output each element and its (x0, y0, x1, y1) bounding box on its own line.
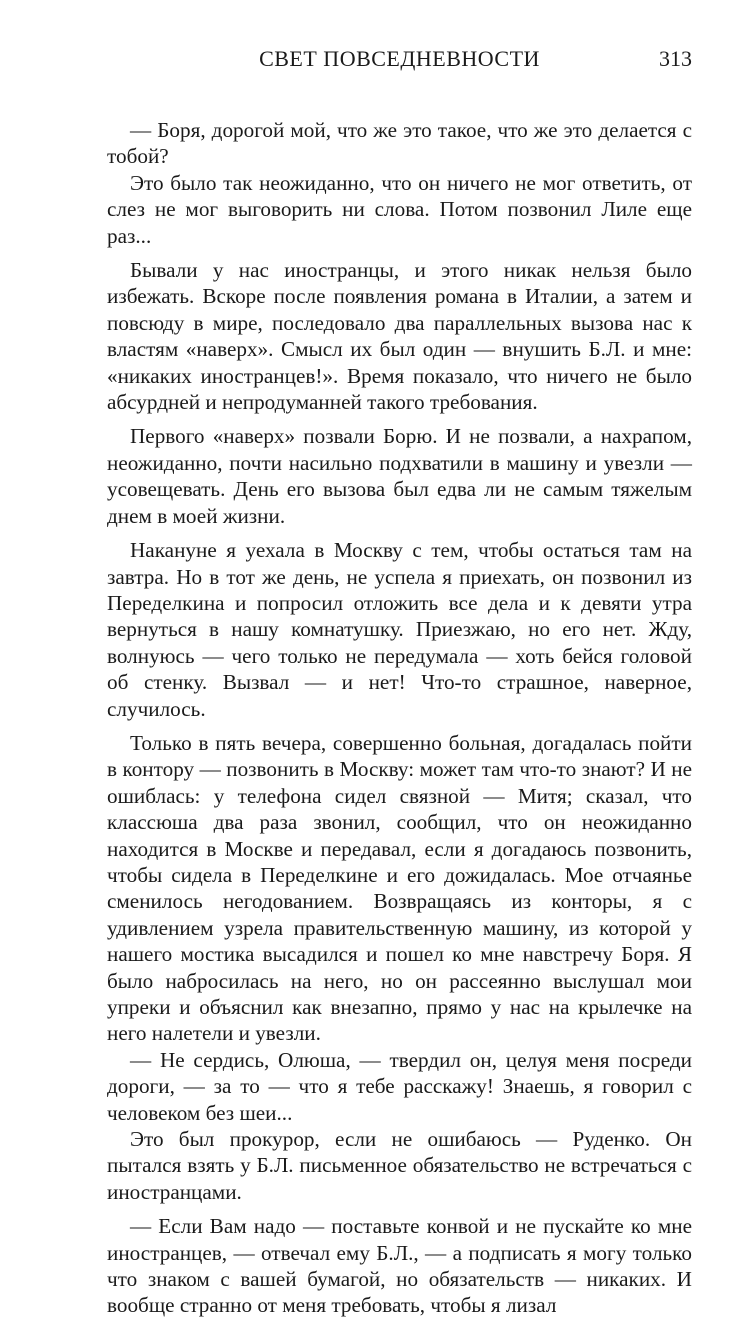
paragraph-9: — Если Вам надо — поставьте конвой и не пускайте ко мне иностранцев, — отвечал ему Б.Л., — а подписать я могу только что знаком с вашей бумагой, но обязательств — никаких. И вообще странно от меня требовать, чтобы я лизал (107, 1214, 692, 1318)
paragraph-1: — Боря, дорогой мой, что же это такое, что же это делается с тобой? (107, 118, 692, 169)
paragraph-3: Бывали у нас иностранцы, и этого никак нельзя было избежать. Вскоре после появления романа в Италии, а затем и повсюду в мире, последовало два параллельных вызова нас к властям «наверх». Смысл их был один — внушить Б.Л. и мне: «никаких иностранцев!». Время показало, что ничего не было абсурдней и непродуманней такого требования. (107, 258, 692, 415)
body-text (107, 117, 692, 1319)
page-number: 313 (659, 46, 692, 71)
paragraph-8: Это был прокурор, если не ошибаюсь — Руденко. Он пытался взять у Б.Л. письменное обязательство не встречаться с иностранцами. (107, 1127, 692, 1204)
paragraph-4: Первого «наверх» позвали Борю. И не позвали, а нахрапом, неожиданно, почти насильно подхватили в машину и увезли — усовещевать. День его вызова был едва ли не самым тяжелым днем в моей жизни. (107, 424, 692, 528)
paragraph-2: Это было так неожиданно, что он ничего не мог ответить, от слез не мог выговорить ни слова. Потом позвонил Лиле еще раз... (107, 170, 692, 248)
running-title: СВЕТ ПОВСЕДНЕВНОСТИ (259, 46, 540, 71)
running-header (107, 44, 692, 74)
paragraph-5: Накануне я уехала в Москву с тем, чтобы остаться там на завтра. Но в тот же день, не успела я приехать, он позвонил из Переделкина и попросил отложить все дела и к девяти утра вернуться в нашу комнатушку. Приезжаю, но его нет. Жду, волнуюсь — чего только не передумала — хоть бейся головой об стенку. Вызвал — и нет! Что-то страшное, наверное, случилось. (107, 538, 692, 721)
paragraph-7: — Не сердись, Олюша, — твердил он, целуя меня посреди дороги, — за то — что я тебе расскажу! Знаешь, я говорил с человеком без шеи... (107, 1047, 692, 1125)
paragraph-6: Только в пять вечера, совершенно больная, догадалась пойти в контору — позвонить в Москву: может там что-то знают? И не ошиблась: у телефона сидел связной — Митя; сказал, что классюша два раза звонил, сообщил, что он неожиданно находится в Москве и передавал, если я догадаюсь позвонить, чтобы сидела в Переделкине и его дожидалась. Мое отчаянье сменилось негодованием. Возвращаясь из конторы, я с удивлением узрела правительственную машину, из которой у нашего мостика высадился и пошел ко мне навстречу Боря. Я было набросилась на него, но он рассеянно выслушал мои упреки и объяснил как внезапно, прямо у нас на крылечке на него налетели и увезли. (107, 730, 692, 1046)
